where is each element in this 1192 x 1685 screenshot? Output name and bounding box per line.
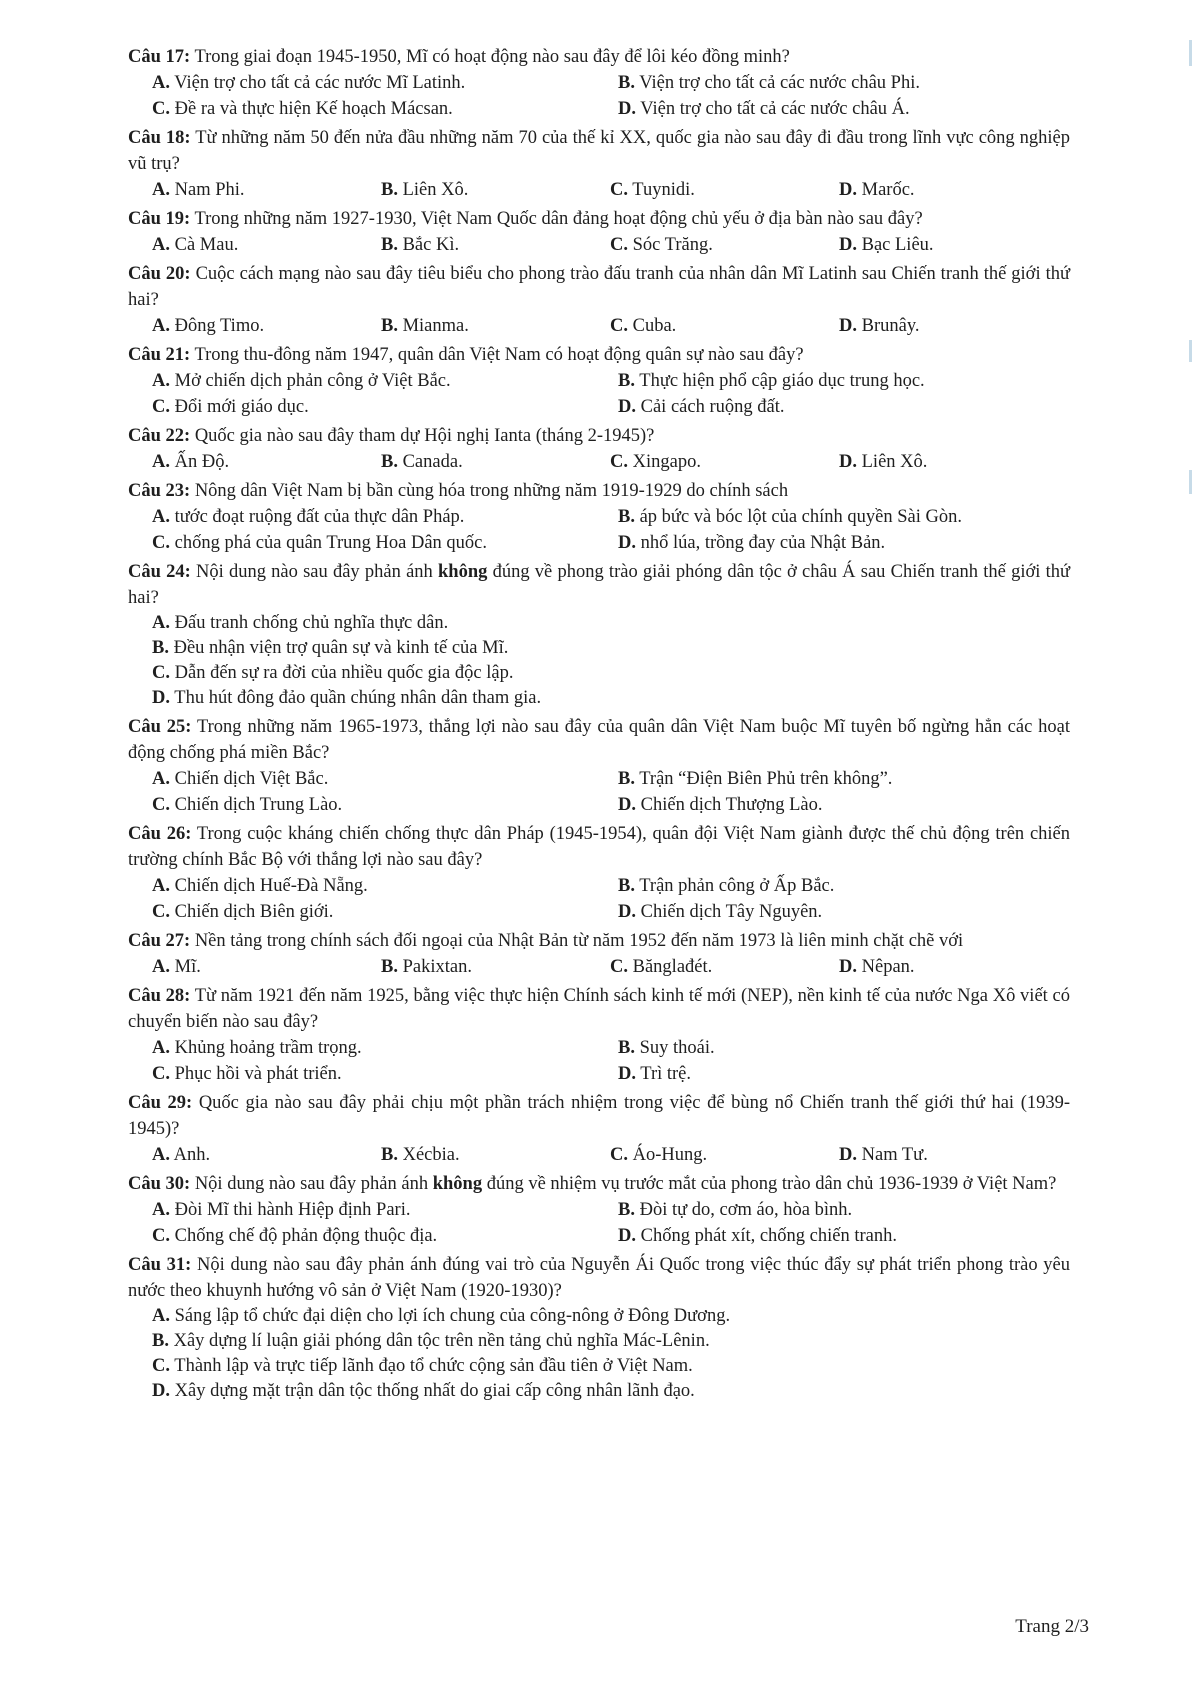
answer-option (610, 313, 839, 339)
options-row (128, 96, 1070, 122)
question-stem (128, 1090, 1070, 1142)
option-text: Ấn Độ. (174, 452, 230, 472)
option-letter: B. (618, 1200, 635, 1220)
question-emphasis: không (432, 1174, 483, 1194)
option-letter: C. (610, 1145, 628, 1165)
answer-option (839, 232, 1068, 258)
answer-option (839, 954, 1068, 980)
option-text: Pakixtan. (402, 957, 472, 977)
answer-option (618, 1197, 1084, 1223)
option-letter: C. (152, 663, 170, 683)
option-letter: B. (381, 1145, 398, 1165)
options-row (128, 449, 1070, 475)
option-text: Suy thoái. (639, 1038, 715, 1058)
options-row (128, 394, 1070, 420)
question-block (128, 983, 1070, 1087)
option-text: Mở chiến dịch phản công ở Việt Bắc. (174, 371, 451, 391)
answer-option (152, 1197, 618, 1223)
option-text: Đổi mới giáo dục. (174, 397, 309, 417)
question-list (128, 44, 1070, 1407)
question-block (128, 423, 1070, 475)
answer-option (610, 232, 839, 258)
options-row (128, 504, 1070, 530)
option-text: Chiến dịch Tây Nguyên. (640, 902, 823, 922)
options-column (128, 1304, 1070, 1404)
option-letter: D. (618, 99, 636, 119)
option-letter: A. (152, 371, 170, 391)
option-text: Đấu tranh chống chủ nghĩa thực dân. (174, 613, 449, 633)
option-letter: B. (618, 769, 635, 789)
options-row (128, 873, 1070, 899)
question-stem (128, 1252, 1070, 1304)
answer-option (152, 792, 618, 818)
question-number: Câu 20: (128, 264, 191, 284)
question-text: Từ những năm 50 đến nửa đầu những năm 70 của thế kỉ XX, quốc gia nào sau đây đi đầu trong lĩnh vực công nghiệp vũ trụ? (128, 128, 1071, 174)
option-letter: C. (152, 902, 170, 922)
option-text: Trì trệ. (640, 1064, 692, 1084)
question-stem (128, 1171, 1070, 1197)
question-block (128, 1252, 1070, 1404)
question-text: đúng về nhiệm vụ trước mắt của phong trào dân chủ 1936-1939 ở Việt Nam? (482, 1174, 1057, 1194)
options-row (128, 313, 1070, 339)
option-text: Sáng lập tổ chức đại diện cho lợi ích chung của công-nông ở Đông Dương. (174, 1306, 731, 1326)
option-letter: C. (152, 533, 170, 553)
option-letter: B. (618, 1038, 635, 1058)
question-block (128, 342, 1070, 420)
option-letter: B. (618, 73, 635, 93)
option-letter: D. (839, 957, 857, 977)
answer-option (839, 1142, 1068, 1168)
option-letter: A. (152, 180, 170, 200)
question-block (128, 928, 1070, 980)
option-letter: C. (152, 795, 170, 815)
question-text: Trong cuộc kháng chiến chống thực dân Pháp (1945-1954), quân đội Việt Nam giành được thế chủ động trên chiến trường chính Bắc Bộ với thắng lợi nào sau đây? (128, 824, 1071, 870)
answer-option (152, 177, 381, 203)
option-text: Bănglađét. (632, 957, 713, 977)
question-text: Quốc gia nào sau đây tham dự Hội nghị Ianta (tháng 2-1945)? (194, 426, 655, 446)
option-text: Áo-Hung. (632, 1145, 708, 1165)
answer-option (152, 1379, 1070, 1404)
answer-option (839, 449, 1068, 475)
answer-option (152, 1142, 381, 1168)
answer-option (610, 954, 839, 980)
option-letter: D. (839, 316, 857, 336)
option-text: Chống chế độ phản động thuộc địa. (174, 1226, 438, 1246)
question-number: Câu 22: (128, 426, 191, 446)
option-text: Chiến dịch Thượng Lào. (640, 795, 823, 815)
option-text: nhổ lúa, trồng đay của Nhật Bản. (640, 533, 886, 553)
answer-option (381, 954, 610, 980)
question-stem (128, 423, 1070, 449)
question-number: Câu 23: (128, 481, 191, 501)
options-column (128, 611, 1070, 711)
option-text: Đòi tự do, cơm áo, hòa bình. (639, 1200, 853, 1220)
answer-option (152, 530, 618, 556)
option-text: Thực hiện phổ cập giáo dục trung học. (639, 371, 925, 391)
option-text: Phục hồi và phát triển. (174, 1064, 342, 1084)
question-block (128, 206, 1070, 258)
question-block (128, 1090, 1070, 1168)
option-letter: B. (618, 507, 635, 527)
option-letter: A. (152, 1145, 170, 1165)
option-letter: D. (839, 1145, 857, 1165)
answer-option (152, 1223, 618, 1249)
answer-option (618, 766, 1084, 792)
option-text: Đều nhận viện trợ quân sự và kinh tế của Mĩ. (173, 638, 509, 658)
options-row (128, 766, 1070, 792)
answer-option (152, 394, 618, 420)
option-letter: C. (152, 397, 170, 417)
question-stem (128, 44, 1070, 70)
answer-option (381, 313, 610, 339)
question-stem (128, 821, 1070, 873)
option-letter: D. (618, 902, 636, 922)
question-number: Câu 31: (128, 1255, 192, 1275)
question-text: Từ năm 1921 đến năm 1925, bằng việc thực hiện Chính sách kinh tế mới (NEP), nền kinh tế của nước Nga Xô viết có chuyển biến nào sau đây? (128, 986, 1070, 1032)
option-letter: C. (610, 235, 628, 255)
option-text: Canada. (402, 452, 463, 472)
option-text: Cuba. (632, 316, 677, 336)
question-number: Câu 26: (128, 824, 192, 844)
question-emphasis: không (438, 562, 488, 582)
option-text: Marốc. (861, 180, 915, 200)
option-text: Thành lập và trực tiếp lãnh đạo tổ chức cộng sản đầu tiên ở Việt Nam. (174, 1356, 693, 1376)
option-letter: B. (618, 876, 635, 896)
answer-option (152, 449, 381, 475)
question-text: Nội dung nào sau đây phản ánh đúng vai trò của Nguyễn Ái Quốc trong việc thúc đẩy sự phát triển phong trào yêu nước theo khuynh hướng vô sản ở Việt Nam (1920-1930)? (128, 1255, 1071, 1301)
answer-option (618, 504, 1084, 530)
option-letter: A. (152, 1038, 170, 1058)
question-stem (128, 261, 1070, 313)
option-text: Nam Tư. (861, 1145, 928, 1165)
question-text: Trong thu-đông năm 1947, quân dân Việt Nam có hoạt động quân sự nào sau đây? (194, 345, 804, 365)
answer-option (839, 313, 1068, 339)
answer-option (618, 368, 1084, 394)
answer-option (618, 70, 1084, 96)
answer-option (610, 177, 839, 203)
option-text: Xây dựng lí luận giải phóng dân tộc trên nền tảng chủ nghĩa Mác-Lênin. (173, 1331, 710, 1351)
option-text: Anh. (173, 1145, 211, 1165)
option-letter: D. (152, 1381, 170, 1401)
option-text: Bắc Kì. (402, 235, 460, 255)
option-text: tước đoạt ruộng đất của thực dân Pháp. (174, 507, 465, 527)
answer-option (152, 1061, 618, 1087)
answer-option (152, 313, 381, 339)
option-text: Xingapo. (632, 452, 701, 472)
answer-option (618, 394, 1084, 420)
answer-option (152, 686, 1070, 711)
answer-option (618, 1223, 1084, 1249)
option-text: Bạc Liêu. (861, 235, 934, 255)
option-letter: B. (381, 180, 398, 200)
answer-option (152, 70, 618, 96)
question-block (128, 478, 1070, 556)
option-letter: C. (610, 316, 628, 336)
option-text: Mĩ. (174, 957, 201, 977)
answer-option (381, 1142, 610, 1168)
options-row (128, 792, 1070, 818)
answer-option (618, 873, 1084, 899)
answer-option (618, 96, 1084, 122)
question-block (128, 1171, 1070, 1249)
question-number: Câu 24: (128, 562, 191, 582)
options-row (128, 899, 1070, 925)
question-text: Trong giai đoạn 1945-1950, Mĩ có hoạt động nào sau đây để lôi kéo đồng minh? (194, 47, 790, 67)
question-stem (128, 983, 1070, 1035)
option-letter: D. (618, 1064, 636, 1084)
answer-option (152, 954, 381, 980)
options-row (128, 1223, 1070, 1249)
option-text: Dẫn đến sự ra đời của nhiều quốc gia độc lập. (174, 663, 514, 683)
option-letter: A. (152, 235, 170, 255)
option-letter: D. (839, 180, 857, 200)
options-row (128, 1197, 1070, 1223)
option-text: Xécbia. (402, 1145, 460, 1165)
question-text: Nền tảng trong chính sách đối ngoại của Nhật Bản từ năm 1952 đến năm 1973 là liên minh chặt chẽ với (194, 931, 964, 951)
option-text: Đông Timo. (174, 316, 265, 336)
option-letter: B. (381, 235, 398, 255)
question-block (128, 559, 1070, 711)
question-stem (128, 478, 1070, 504)
options-row (128, 70, 1070, 96)
options-row (128, 1142, 1070, 1168)
option-letter: B. (381, 957, 398, 977)
question-number: Câu 17: (128, 47, 191, 67)
options-row (128, 530, 1070, 556)
question-stem (128, 714, 1070, 766)
answer-option (381, 177, 610, 203)
option-text: Liên Xô. (402, 180, 469, 200)
option-text: Đề ra và thực hiện Kế hoạch Mácsan. (174, 99, 453, 119)
question-number: Câu 30: (128, 1174, 191, 1194)
answer-option (610, 449, 839, 475)
question-text: Cuộc cách mạng nào sau đây tiêu biểu cho phong trào đấu tranh của nhân dân Mĩ Latinh sau Chiến tranh thế giới thứ hai? (128, 264, 1071, 310)
option-text: Trận “Điện Biên Phủ trên không”. (639, 769, 893, 789)
option-text: Mianma. (402, 316, 469, 336)
option-letter: A. (152, 507, 170, 527)
question-text: Quốc gia nào sau đây phải chịu một phần trách nhiệm trong việc để bùng nổ Chiến tranh thế giới thứ hai (1939-1945)? (128, 1093, 1071, 1139)
question-stem (128, 928, 1070, 954)
question-stem (128, 125, 1070, 177)
answer-option (152, 636, 1070, 661)
question-number: Câu 28: (128, 986, 191, 1006)
question-stem (128, 206, 1070, 232)
option-letter: A. (152, 1200, 170, 1220)
option-text: Tuynidi. (632, 180, 695, 200)
question-number: Câu 25: (128, 717, 192, 737)
answer-option (152, 873, 618, 899)
question-number: Câu 18: (128, 128, 191, 148)
option-text: Thu hút đông đảo quần chúng nhân dân tham gia. (174, 688, 542, 708)
answer-option (618, 530, 1084, 556)
option-text: chống phá của quân Trung Hoa Dân quốc. (174, 533, 488, 553)
option-text: Khủng hoảng trầm trọng. (174, 1038, 362, 1058)
option-text: Trận phản công ở Ấp Bắc. (639, 876, 835, 896)
option-letter: D. (839, 235, 857, 255)
option-letter: A. (152, 613, 170, 633)
question-number: Câu 21: (128, 345, 191, 365)
answer-option (618, 792, 1084, 818)
option-text: Nêpan. (861, 957, 915, 977)
option-text: Chiến dịch Huế-Đà Nẵng. (174, 876, 368, 896)
answer-option (152, 1304, 1070, 1329)
option-text: Sóc Trăng. (632, 235, 713, 255)
page-number: Trang 2/3 (1015, 1616, 1089, 1637)
option-text: Viện trợ cho tất cả các nước châu Á. (640, 99, 910, 119)
answer-option (381, 449, 610, 475)
answer-option (152, 661, 1070, 686)
option-letter: A. (152, 957, 170, 977)
option-text: Liên Xô. (861, 452, 928, 472)
question-number: Câu 29: (128, 1093, 193, 1113)
question-text: Nông dân Việt Nam bị bần cùng hóa trong những năm 1919-1929 do chính sách (194, 481, 789, 501)
option-letter: C. (610, 957, 628, 977)
answer-option (618, 1061, 1084, 1087)
option-letter: B. (618, 371, 635, 391)
answer-option (152, 1035, 618, 1061)
options-row (128, 954, 1070, 980)
answer-option (839, 177, 1068, 203)
option-letter: B. (152, 1331, 169, 1351)
option-letter: A. (152, 452, 170, 472)
answer-option (618, 1035, 1084, 1061)
option-letter: C. (152, 99, 170, 119)
option-text: Đòi Mĩ thi hành Hiệp định Pari. (174, 1200, 411, 1220)
option-text: Brunây. (861, 316, 920, 336)
option-letter: C. (610, 452, 628, 472)
option-letter: D. (618, 533, 636, 553)
answer-option (152, 232, 381, 258)
option-letter: A. (152, 769, 170, 789)
question-text: đúng về phong trào giải phóng dân tộc ở châu Á sau Chiến tranh thế giới thứ hai? (128, 562, 1071, 608)
option-letter: D. (618, 397, 636, 417)
options-row (128, 177, 1070, 203)
option-letter: D. (618, 1226, 636, 1246)
option-letter: C. (152, 1226, 170, 1246)
option-text: Viện trợ cho tất cả các nước châu Phi. (639, 73, 920, 93)
question-stem (128, 559, 1070, 611)
question-block (128, 125, 1070, 203)
question-number: Câu 27: (128, 931, 191, 951)
option-letter: D. (152, 688, 170, 708)
option-letter: C. (610, 180, 628, 200)
question-block (128, 44, 1070, 122)
option-letter: A. (152, 876, 170, 896)
answer-option (152, 504, 618, 530)
options-row (128, 232, 1070, 258)
option-letter: A. (152, 316, 170, 336)
answer-option (152, 1354, 1070, 1379)
question-number: Câu 19: (128, 209, 191, 229)
question-block (128, 714, 1070, 818)
option-letter: C. (152, 1356, 170, 1376)
option-text: Chống phát xít, chống chiến tranh. (640, 1226, 898, 1246)
answer-option (152, 1329, 1070, 1354)
options-row (128, 1035, 1070, 1061)
option-text: Chiến dịch Trung Lào. (174, 795, 343, 815)
option-letter: C. (152, 1064, 170, 1084)
option-letter: B. (152, 638, 169, 658)
option-text: Viện trợ cho tất cả các nước Mĩ Latinh. (174, 73, 466, 93)
question-block (128, 821, 1070, 925)
option-letter: D. (839, 452, 857, 472)
option-letter: B. (381, 316, 398, 336)
question-stem (128, 342, 1070, 368)
answer-option (618, 899, 1084, 925)
answer-option (610, 1142, 839, 1168)
answer-option (152, 766, 618, 792)
answer-option (152, 368, 618, 394)
option-text: Cà Mau. (174, 235, 239, 255)
option-letter: A. (152, 73, 170, 93)
option-text: Xây dựng mặt trận dân tộc thống nhất do giai cấp công nhân lãnh đạo. (174, 1381, 695, 1401)
option-letter: D. (618, 795, 636, 815)
question-text: Trong những năm 1927-1930, Việt Nam Quốc dân đảng hoạt động chủ yếu ở địa bàn nào sau đây? (194, 209, 923, 229)
question-text: Nội dung nào sau đây phản ánh (196, 562, 438, 582)
answer-option (381, 232, 610, 258)
option-letter: B. (381, 452, 398, 472)
option-letter: A. (152, 1306, 170, 1326)
options-row (128, 1061, 1070, 1087)
answer-option (152, 96, 618, 122)
option-text: Nam Phi. (174, 180, 245, 200)
option-text: áp bức và bóc lột của chính quyền Sài Gòn. (639, 507, 962, 527)
option-text: Chiến dịch Biên giới. (174, 902, 334, 922)
answer-option (152, 611, 1070, 636)
answer-option (152, 899, 618, 925)
question-text: Nội dung nào sau đây phản ánh (194, 1174, 433, 1194)
option-text: Cải cách ruộng đất. (640, 397, 785, 417)
options-row (128, 368, 1070, 394)
question-block (128, 261, 1070, 339)
option-text: Chiến dịch Việt Bắc. (174, 769, 329, 789)
question-text: Trong những năm 1965-1973, thắng lợi nào sau đây của quân dân Việt Nam buộc Mĩ tuyên bố ngừng hẳn các hoạt động chống phá miền Bắc? (128, 717, 1071, 763)
